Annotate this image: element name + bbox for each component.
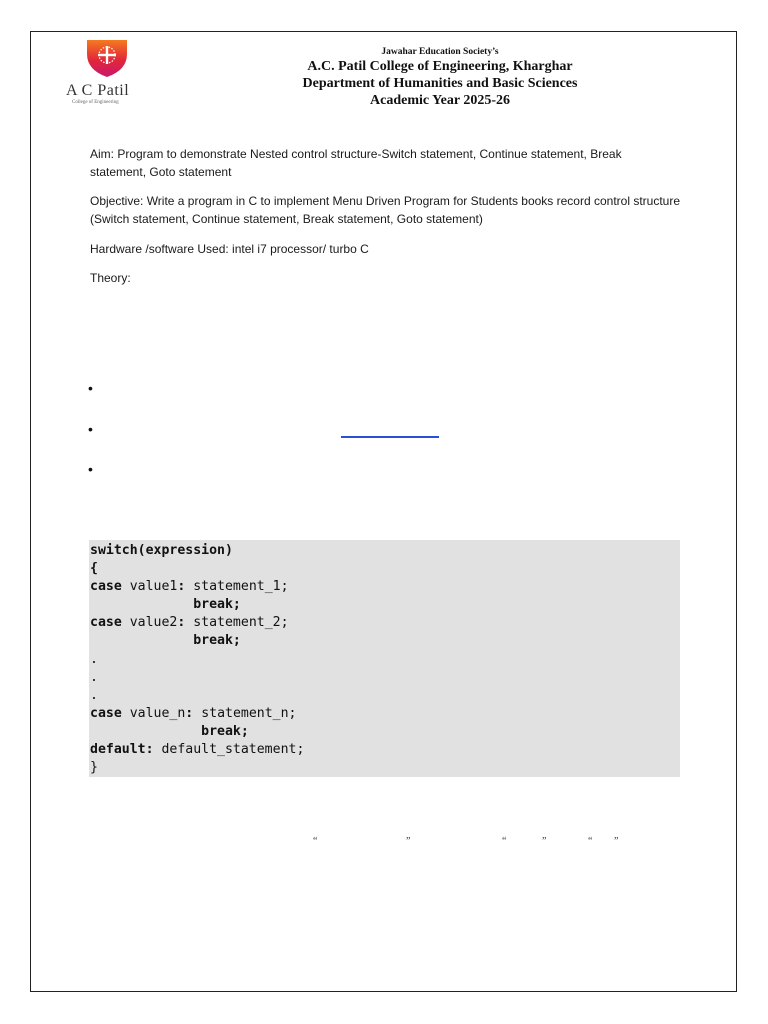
objective-text: Objective: Write a program in C to implement Menu Driven Program for Students books record control structure (Switch statement, Continue statement, Break statement, Goto statement) [90,194,681,226]
code-text: } [90,760,98,776]
quote-mark: “ [588,836,593,847]
code-keyword: break; [90,723,249,739]
college-logo [66,38,162,110]
code-text: statement_n; [193,705,297,721]
quote-mark: ” [542,836,547,847]
society-name: Jawahar Education Society’s [381,47,499,57]
code-text: value1 [121,579,178,595]
code-keyword: default: [90,742,154,758]
bullet-point: • [88,380,93,396]
document-header [200,46,680,109]
code-text: value2 [121,615,178,631]
code-keyword: { [90,561,98,577]
bullet-point: • [88,421,93,437]
code-text: statement_1; [185,579,289,595]
code-keyword: case [90,579,122,595]
code-keyword: break; [90,597,241,613]
switch-syntax-code [89,540,680,777]
aim-text: Aim: Program to demonstrate Nested control structure-Switch statement, Continue statement, Break statement, Goto statement [90,147,622,179]
code-text: value_n [121,705,186,721]
code-text: . [90,651,98,667]
code-text: default_statement; [153,742,305,758]
code-text: . [90,687,98,703]
quote-mark: “ [313,836,318,847]
college-name: A.C. Patil College of Engineering, Kharghar [307,59,573,74]
code-text: statement_2; [185,615,289,631]
logo-tagline: College of Engineering [72,100,119,105]
quote-mark: ” [614,836,619,847]
code-keyword: switch(expression) [90,543,233,558]
hyperlink-underline[interactable] [341,436,439,438]
code-keyword: : [177,579,186,595]
code-keyword: break; [90,633,241,649]
hardware-text: Hardware /software Used: intel i7 processor/ turbo C [90,242,369,256]
academic-year: Academic Year 2025-26 [370,93,510,108]
logo-name: A C Patil [66,82,130,99]
theory-heading: Theory: [90,271,131,285]
code-block [89,540,680,777]
shield-cross-icon [82,38,132,78]
code-keyword: case [90,705,122,721]
quote-mark: “ [502,836,507,847]
code-keyword: case [90,615,122,631]
code-keyword: : [185,705,194,721]
department-name: Department of Humanities and Basic Sciences [302,76,578,91]
code-text: . [90,669,98,685]
code-keyword: : [177,615,186,631]
quote-mark: ” [406,836,411,847]
bullet-point: • [88,461,93,477]
